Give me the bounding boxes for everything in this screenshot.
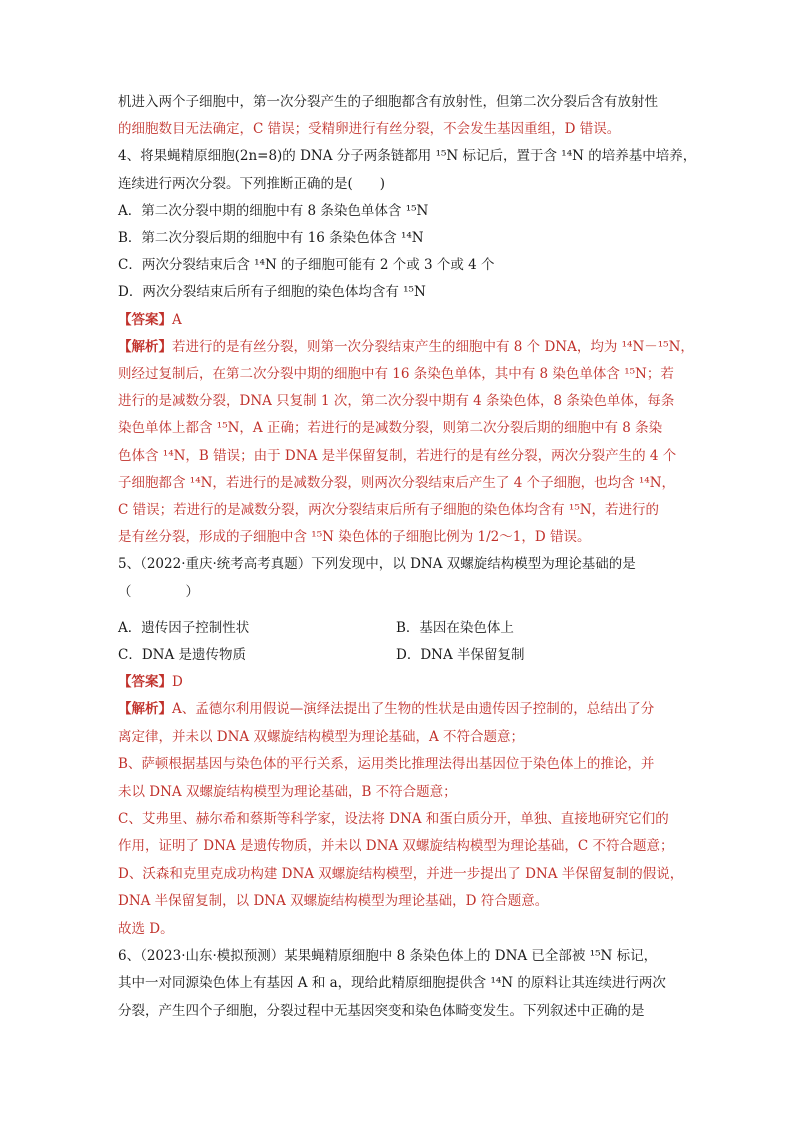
- text-segment: 4、将果蝇精原细胞(2n=8)的 DNA 分子两条链都用 ¹⁵N 标记后，置于含 ¹⁴N 的培养基中培养，: [118, 148, 697, 165]
- text-line: [118, 699, 654, 719]
- text-segment: D、沃森和克里克成功构建 DNA 双螺旋结构模型，并进一步提出了 DNA 半保留复制的假说，: [118, 865, 684, 882]
- text-segment: D: [172, 674, 183, 690]
- text-line: [118, 554, 636, 574]
- text-segment: （ ）: [118, 583, 199, 600]
- text-line: [118, 782, 457, 802]
- text-segment: DNA 半保留复制，以 DNA 双螺旋结构模型为理论基础，D 符合题意。: [118, 893, 549, 910]
- text-segment: A、孟德尔利用假说—演绎法提出了生物的性状是由遗传因子控制的，总结出了分: [172, 701, 655, 718]
- text-segment: B、萨顿根据基因与染色体的平行关系，运用类比推理法得出基因位于染色体上的推论，并: [118, 756, 655, 773]
- option-choice: A．遗传因子控制性状: [118, 620, 250, 636]
- text-line: [118, 337, 694, 357]
- text-segment: 离定律，并未以 DNA 双螺旋结构模型为理论基础，A 不符合题意；: [118, 728, 525, 745]
- text-segment: 分裂，产生四个子细胞，分裂过程中无基因突变和染色体畸变发生。下列叙述中正确的是: [118, 1002, 645, 1019]
- text-line: [118, 364, 674, 384]
- text-line: [118, 228, 424, 248]
- text-segment: 若进行的是有丝分裂，则第一次分裂结束产生的细胞中有 8 个 DNA，均为 ¹⁴N－¹⁵N，: [172, 338, 694, 355]
- text-segment: C 错误；若进行的是减数分裂，两次分裂结束后所有子细胞的染色体均含有 ¹⁵N，若进行的: [118, 502, 660, 518]
- label-bracket: 【解析】: [118, 338, 172, 355]
- text-segment: A．第二次分裂中期的细胞中有 8 条染色单体含 ¹⁵N: [118, 202, 429, 219]
- text-segment: D．两次分裂结束后所有子细胞的染色体均含有 ¹⁵N: [118, 284, 426, 301]
- text-segment: 未以 DNA 双螺旋结构模型为理论基础，B 不符合题意；: [118, 783, 457, 800]
- text-segment: C、艾弗里、赫尔希和蔡斯等科学家，设法将 DNA 和蛋白质分开，单独、直接地研究它们的: [118, 811, 669, 827]
- text-line: [118, 391, 674, 411]
- text-segment: 故选 D。: [118, 920, 174, 937]
- text-segment: 染色单体上都含 ¹⁵N，A 正确；若进行的是减数分裂，则第二次分裂后期的细胞中有 8 条染: [118, 420, 663, 437]
- text-line: [118, 174, 385, 194]
- text-line: [118, 527, 590, 547]
- option-choice: C．DNA 是遗传物质: [118, 647, 247, 663]
- text-line: [118, 582, 199, 602]
- text-line: [118, 864, 683, 884]
- text-line: [118, 255, 495, 275]
- text-segment: 作用，证明了 DNA 是遗传物质，并未以 DNA 双螺旋结构模型为理论基础，C 不符合题意；: [118, 838, 674, 855]
- text-line: [118, 92, 658, 112]
- text-line: [118, 500, 659, 520]
- text-segment: 是有丝分裂，形成的子细胞中含 ¹⁵N 染色体的子细胞比例为 1/2～1，D 错误。: [118, 529, 591, 546]
- text-line: [118, 473, 675, 493]
- text-line: [118, 310, 182, 330]
- text-line: [118, 446, 676, 466]
- text-line: [118, 119, 620, 139]
- text-line: [118, 891, 548, 911]
- text-line: [118, 672, 183, 692]
- text-line: [118, 946, 657, 966]
- text-line: [118, 836, 674, 856]
- text-line: [118, 727, 524, 747]
- text-segment: 机进入两个子细胞中，第一次分裂产生的子细胞都含有放射性，但第二次分裂后含有放射性: [118, 94, 658, 110]
- text-line: [118, 919, 174, 939]
- text-segment: C．两次分裂结束后含 ¹⁴N 的子细胞可能有 2 个或 3 个或 4 个: [118, 257, 495, 274]
- label-bracket: 【解析】: [118, 701, 172, 718]
- option-choice: D．DNA 半保留复制: [396, 647, 525, 663]
- text-line: [118, 201, 428, 221]
- text-segment: 子细胞都含 ¹⁴N，若进行的是减数分裂，则两次分裂结束后产生了 4 个子细胞，也均含 ¹⁴N，: [118, 474, 676, 491]
- text-segment: A: [172, 311, 182, 328]
- text-segment: B．第二次分裂后期的细胞中有 16 条染色体含 ¹⁴N: [118, 230, 424, 246]
- text-segment: 进行的是减数分裂，DNA 只复制 1 次，第二次分裂中期有 4 条染色体，8 条染色单体，每条: [118, 393, 675, 410]
- text-line: [118, 973, 666, 993]
- text-segment: 色体含 ¹⁴N，B 错误；由于 DNA 是半保留复制，若进行的是有丝分裂，两次分裂产生的 4 个: [118, 447, 677, 464]
- text-line: [118, 754, 654, 774]
- text-line: [118, 809, 669, 829]
- option-choice: B．基因在染色体上: [396, 620, 514, 636]
- text-segment: 连续进行两次分裂。下列推断正确的是( ): [118, 175, 386, 192]
- text-segment: 5、（2022·重庆·统考高考真题）下列发现中，以 DNA 双螺旋结构模型为理论基础的是: [118, 556, 636, 573]
- text-line: [118, 146, 696, 166]
- label-bracket: 【答案】: [118, 311, 172, 328]
- text-line: [118, 418, 662, 438]
- text-segment: 则经过复制后，在第二次分裂中期的细胞中有 16 条染色单体，其中有 8 染色单体含 ¹⁵N；若: [118, 366, 674, 382]
- label-bracket: 【答案】: [118, 674, 172, 690]
- text-segment: 6、（2023·山东·模拟预测）某果蝇精原细胞中 8 条染色体上的 DNA 已全部被 ¹⁵N 标记，: [118, 948, 658, 964]
- text-segment: 的细胞数目无法确定，C 错误；受精卵进行有丝分裂，不会发生基因重组，D 错误。: [118, 121, 621, 138]
- text-segment: 其中一对同源染色体上有基因 A 和 a，现给此精原细胞提供含 ¹⁴N 的原料让其连续进行两次: [118, 975, 666, 992]
- text-line: [118, 1001, 645, 1021]
- text-line: [118, 282, 426, 302]
